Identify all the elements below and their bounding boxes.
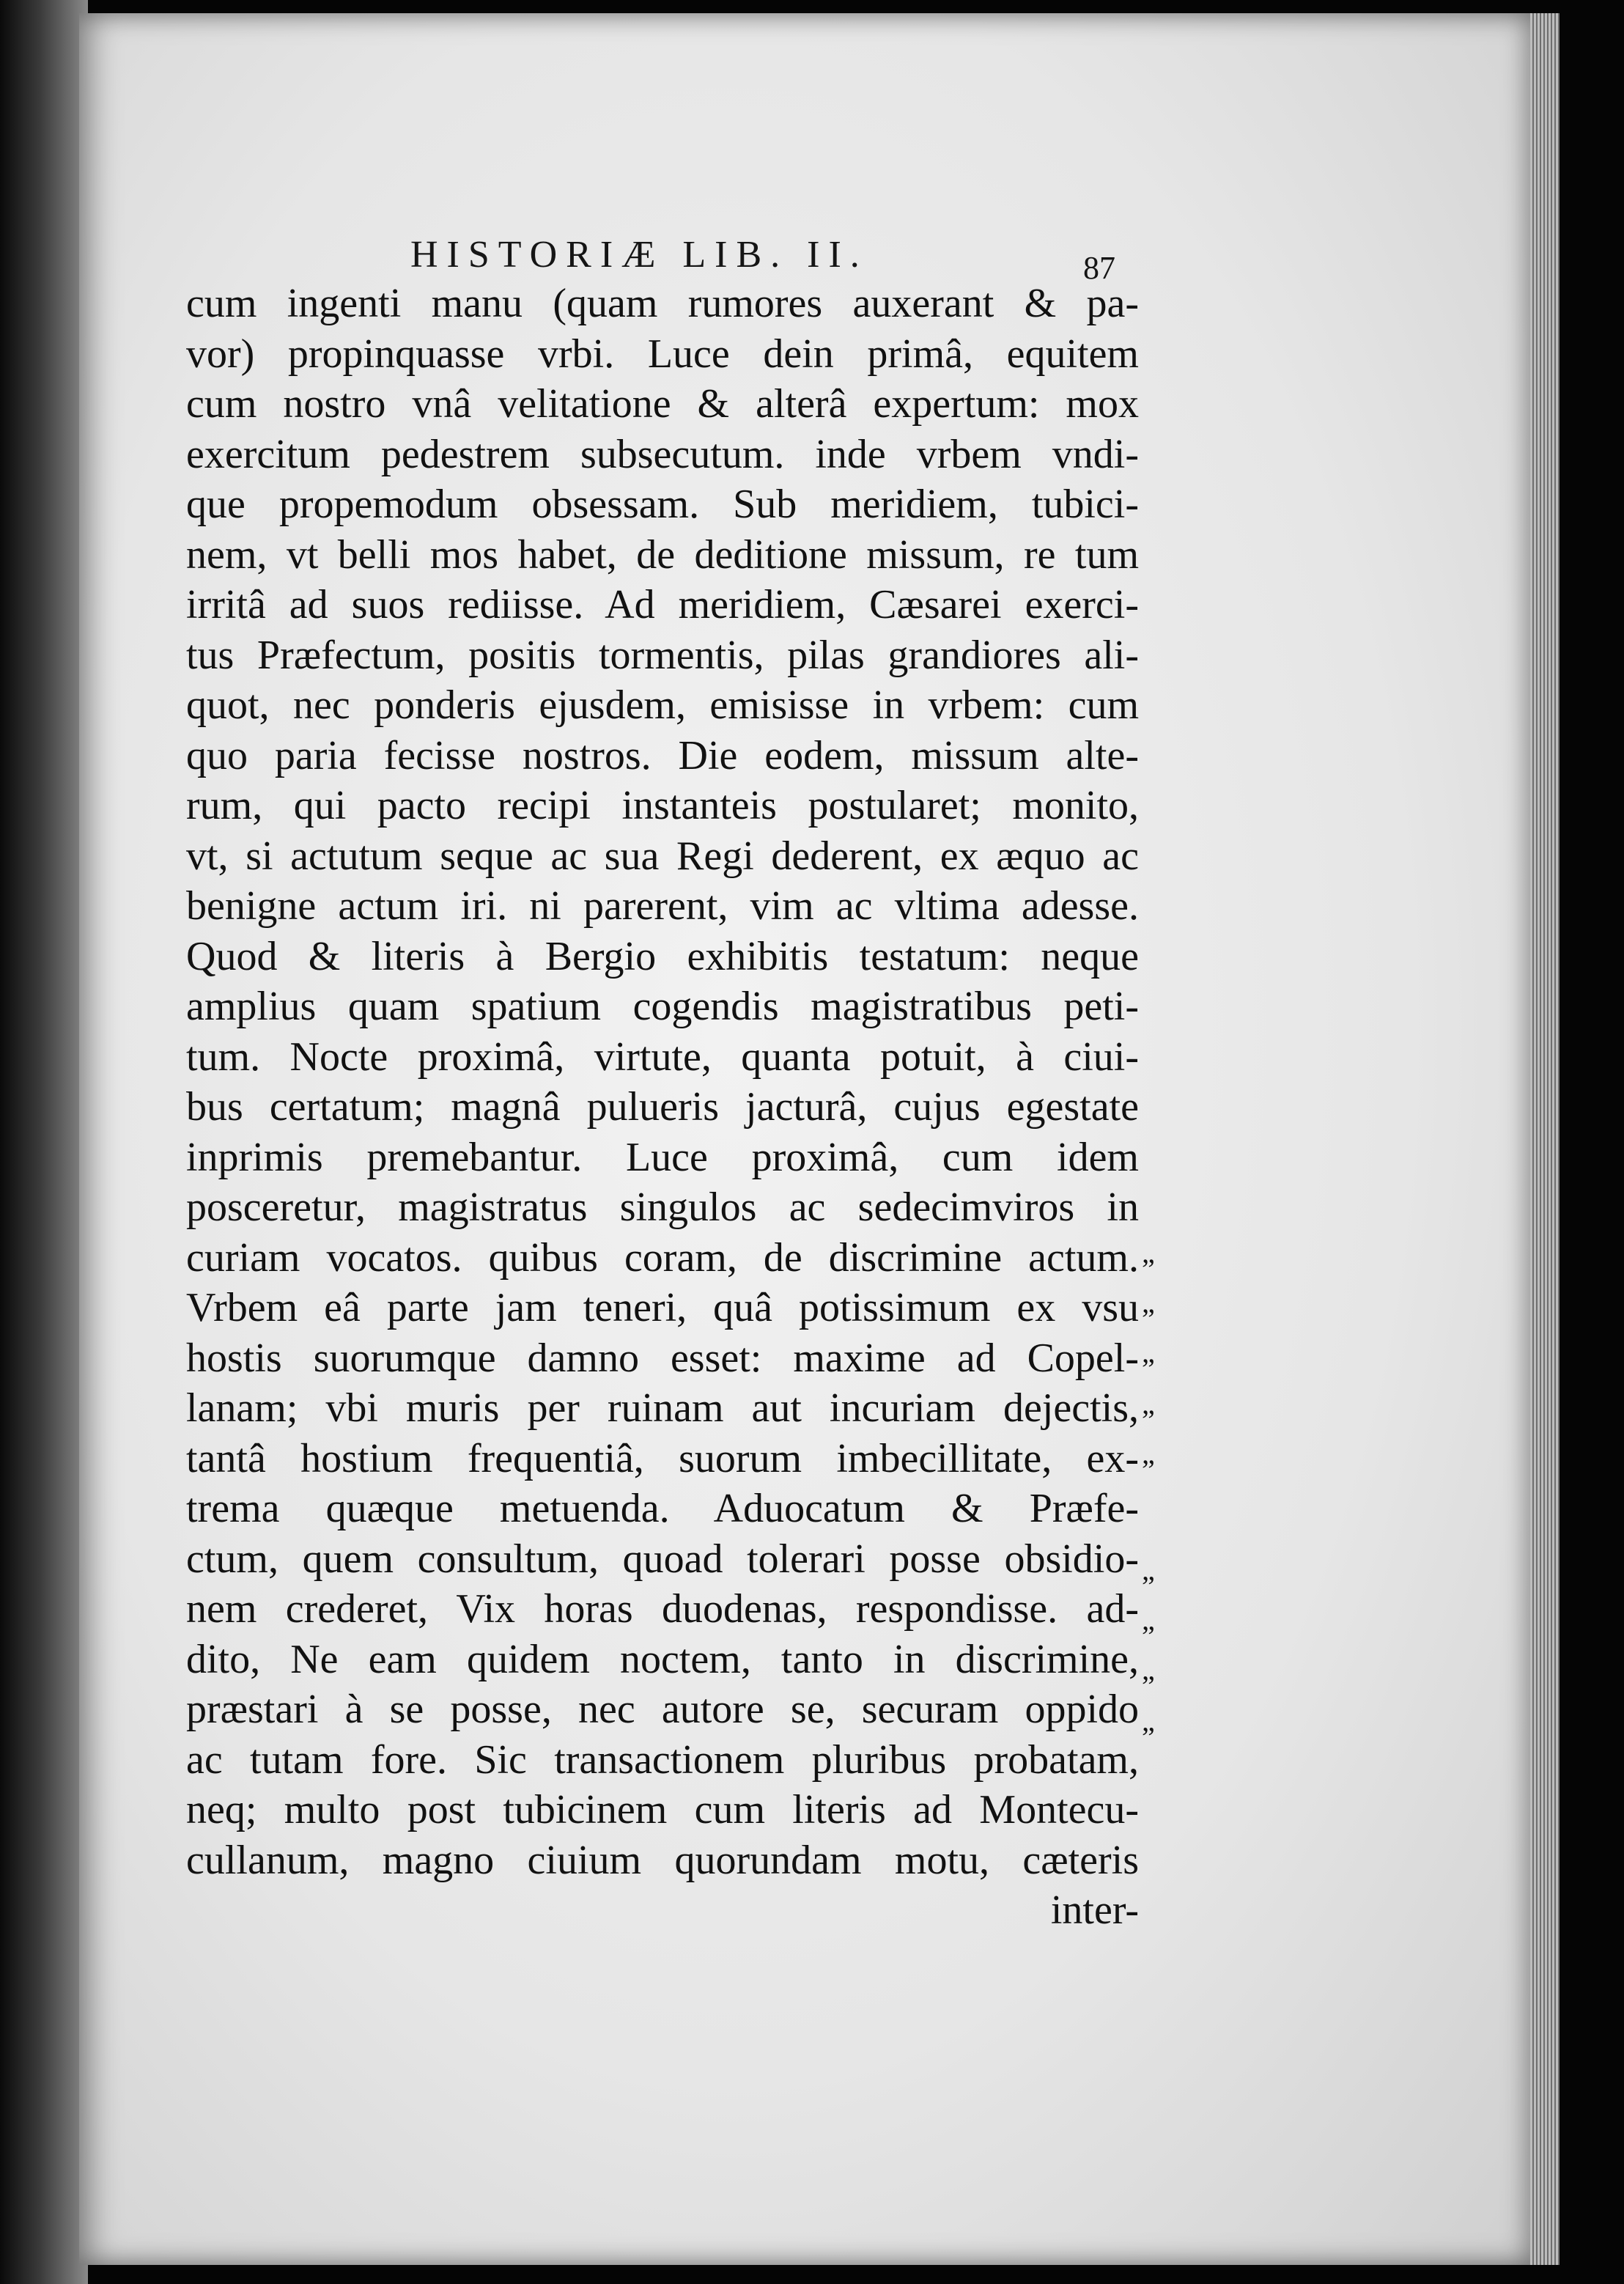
text-line: quo paria fecisse nostros. Die eodem, missum alte-: [186, 732, 1139, 778]
text-line: quot, nec ponderis ejusdem, emisisse in vrbem: cum: [186, 682, 1139, 728]
quote-mark: ”: [1142, 1352, 1155, 1385]
body-text: [186, 279, 1139, 1936]
text-line: Quod & literis à Bergio exhibitis testatum: neque: [186, 933, 1139, 979]
text-line: inprimis premebantur. Luce proximâ, cum idem: [186, 1134, 1139, 1180]
book-left-edge: [0, 0, 88, 2284]
page-stack-edges: [1530, 13, 1560, 2265]
text-line: trema quæque metuenda. Aduocatum & Præfe-: [186, 1486, 1139, 1531]
text-line: cullanum, magno ciuium quorundam motu, cæteris: [186, 1837, 1139, 1883]
running-title: HISTORIÆ LIB. II.: [410, 234, 868, 276]
quote-mark: „: [1142, 1603, 1155, 1636]
text-line: Vrbem eâ parte jam teneri, quâ potissimum ex vsu: [186, 1285, 1139, 1330]
text-line: tantâ hostium frequentiâ, suorum imbecillitate, ex-: [186, 1435, 1139, 1481]
quote-mark: ”: [1142, 1253, 1155, 1286]
text-line: cum nostro vnâ velitatione & alterâ expertum: mox: [186, 381, 1139, 427]
text-line: nem crederet, Vix horas duodenas, respondisse. ad-: [186, 1586, 1139, 1632]
quote-mark: „: [1142, 1553, 1155, 1586]
text-line: vt, si actutum seque ac sua Regi dederent, ex æquo ac: [186, 833, 1139, 879]
text-line: benigne actum iri. ni parerent, vim ac vltima adesse.: [186, 883, 1139, 929]
text-line: tum. Nocte proximâ, virtute, quanta potuit, à ciui-: [186, 1034, 1139, 1080]
quote-mark: ”: [1142, 1303, 1155, 1336]
text-line: exercitum pedestrem subsecutum. inde vrbem vndi-: [186, 431, 1139, 477]
quote-mark: „: [1142, 1704, 1155, 1737]
text-line: neq; multo post tubicinem cum literis ad Montecu-: [186, 1787, 1139, 1832]
text-line: præstari à se posse, nec autore se, securam oppido: [186, 1687, 1139, 1732]
text-line: vor) propinquasse vrbi. Luce dein primâ, equitem: [186, 331, 1139, 377]
text-line: rum, qui pacto recipi instanteis postularet; monito,: [186, 783, 1139, 828]
text-line: que propemodum obsessam. Sub meridiem, tubici-: [186, 482, 1139, 527]
catchword: inter-: [1050, 1887, 1139, 1933]
text-line: bus certatum; magnâ pulueris jacturâ, cujus egestate: [186, 1084, 1139, 1130]
text-line: cum ingenti manu (quam rumores auxerant & pa-: [186, 281, 1139, 326]
quote-mark: ”: [1142, 1454, 1155, 1487]
text-line: hostis suorumque damno esset: maxime ad Copel-: [186, 1335, 1139, 1381]
text-line: posceretur, magistratus singulos ac sedecimviros in: [186, 1185, 1139, 1230]
quote-mark: ”: [1142, 1404, 1155, 1437]
text-line: curiam vocatos. quibus coram, de discrimine actum.: [186, 1234, 1139, 1281]
text-line: ac tutam fore. Sic transactionem pluribus probatam,: [186, 1736, 1139, 1783]
text-line: nem, vt belli mos habet, de deditione missum, re tum: [186, 531, 1139, 578]
text-line: tus Præfectum, positis tormentis, pilas grandiores ali-: [186, 632, 1139, 678]
text-line: lanam; vbi muris per ruinam aut incuriam dejectis,: [186, 1385, 1139, 1431]
text-line: ctum, quem consultum, quoad tolerari posse obsidio-: [186, 1536, 1139, 1582]
text-line: irritâ ad suos rediisse. Ad meridiem, Cæsarei exerci-: [186, 582, 1139, 627]
text-line: dito, Ne eam quidem noctem, tanto in discrimine,: [186, 1636, 1139, 1682]
page-number: 87: [1083, 250, 1115, 286]
text-line: amplius quam spatium cogendis magistratibus peti-: [186, 984, 1139, 1029]
quote-mark: „: [1142, 1653, 1155, 1686]
